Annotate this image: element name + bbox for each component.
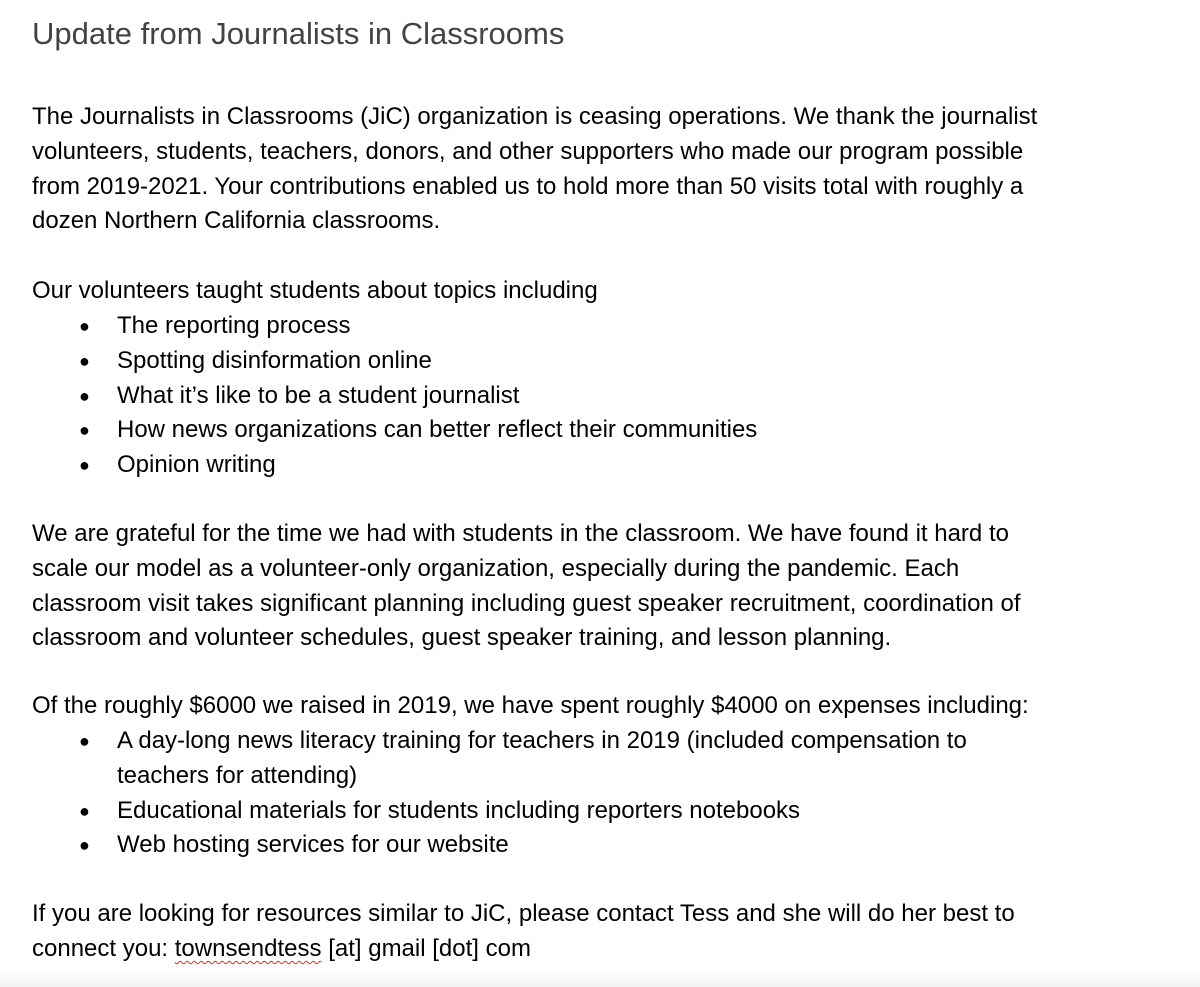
contact-line-2: [32, 932, 1015, 967]
challenges-line-4: classroom and volunteer schedules, guest speaker training, and lesson planning.: [32, 624, 892, 652]
topics-intro: Our volunteers taught students about topics including: [32, 277, 598, 304]
list-item: [32, 724, 967, 794]
bullet-icon: ●: [79, 385, 90, 406]
challenges-paragraph: [32, 517, 1021, 656]
list-item: [32, 413, 757, 448]
page-bottom-edge: [0, 969, 1200, 987]
list-item: [32, 309, 757, 344]
list-item-text: Spotting disinformation online: [117, 346, 432, 374]
list-item-text: Educational materials for students including reporters notebooks: [117, 796, 801, 824]
list-item: [32, 448, 757, 483]
bullet-icon: ●: [79, 731, 90, 751]
bullet-icon: ●: [79, 350, 90, 371]
bullet-icon: ●: [79, 835, 90, 856]
bullet-icon: ●: [79, 800, 90, 821]
email-domain: [at] gmail [dot] com: [321, 934, 531, 962]
expenses-list: [32, 724, 967, 863]
list-item-text: The reporting process: [117, 312, 351, 339]
list-item-text: Opinion writing: [117, 451, 276, 479]
list-item: [32, 379, 757, 414]
contact-paragraph: [32, 897, 1015, 967]
intro-line-2: volunteers, students, teachers, donors, and other supporters who made our program possible: [32, 137, 1024, 165]
list-item: [32, 344, 757, 379]
challenges-line-1: We are grateful for the time we had with students in the classroom. We have found it hard to: [32, 520, 1009, 547]
intro-line-4: dozen Northern California classrooms.: [32, 207, 441, 235]
bullet-icon: ●: [79, 316, 90, 336]
expenses-intro: Of the roughly $6000 we raised in 2019, we have spent roughly $4000 on expenses including:: [32, 692, 1029, 719]
list-item-text: How news organizations can better reflect their communities: [117, 416, 758, 444]
list-item-text: A day-long news literacy training for teachers in 2019 (included compensation to: [117, 727, 967, 754]
list-item: [32, 828, 967, 863]
contact-prefix: connect you:: [32, 934, 175, 962]
list-item: [32, 794, 967, 829]
intro-line-1: The Journalists in Classrooms (JiC) organization is ceasing operations. We thank the journalist: [32, 103, 1038, 130]
list-item-text: Web hosting services for our website: [117, 831, 509, 859]
document-title: Update from Journalists in Classrooms: [32, 16, 565, 51]
contact-line-1: If you are looking for resources similar to JiC, please contact Tess and she will do her best to: [32, 900, 1015, 927]
email-username[interactable]: townsendtess: [174, 934, 322, 962]
list-item-text: What it’s like to be a student journalist: [117, 381, 520, 409]
bullet-icon: ●: [79, 420, 90, 441]
list-item-text-continued: teachers for attending): [117, 761, 358, 789]
bullet-icon: ●: [79, 455, 90, 476]
topics-list: [32, 309, 757, 483]
challenges-line-3: classroom visit takes significant planning including guest speaker recruitment, coordination of: [32, 589, 1021, 617]
challenges-line-2: scale our model as a volunteer-only organization, especially during the pandemic. Each: [32, 554, 960, 582]
intro-line-3: from 2019-2021. Your contributions enabled us to hold more than 50 visits total with roughly a: [32, 172, 1024, 200]
intro-paragraph: [32, 100, 1037, 239]
